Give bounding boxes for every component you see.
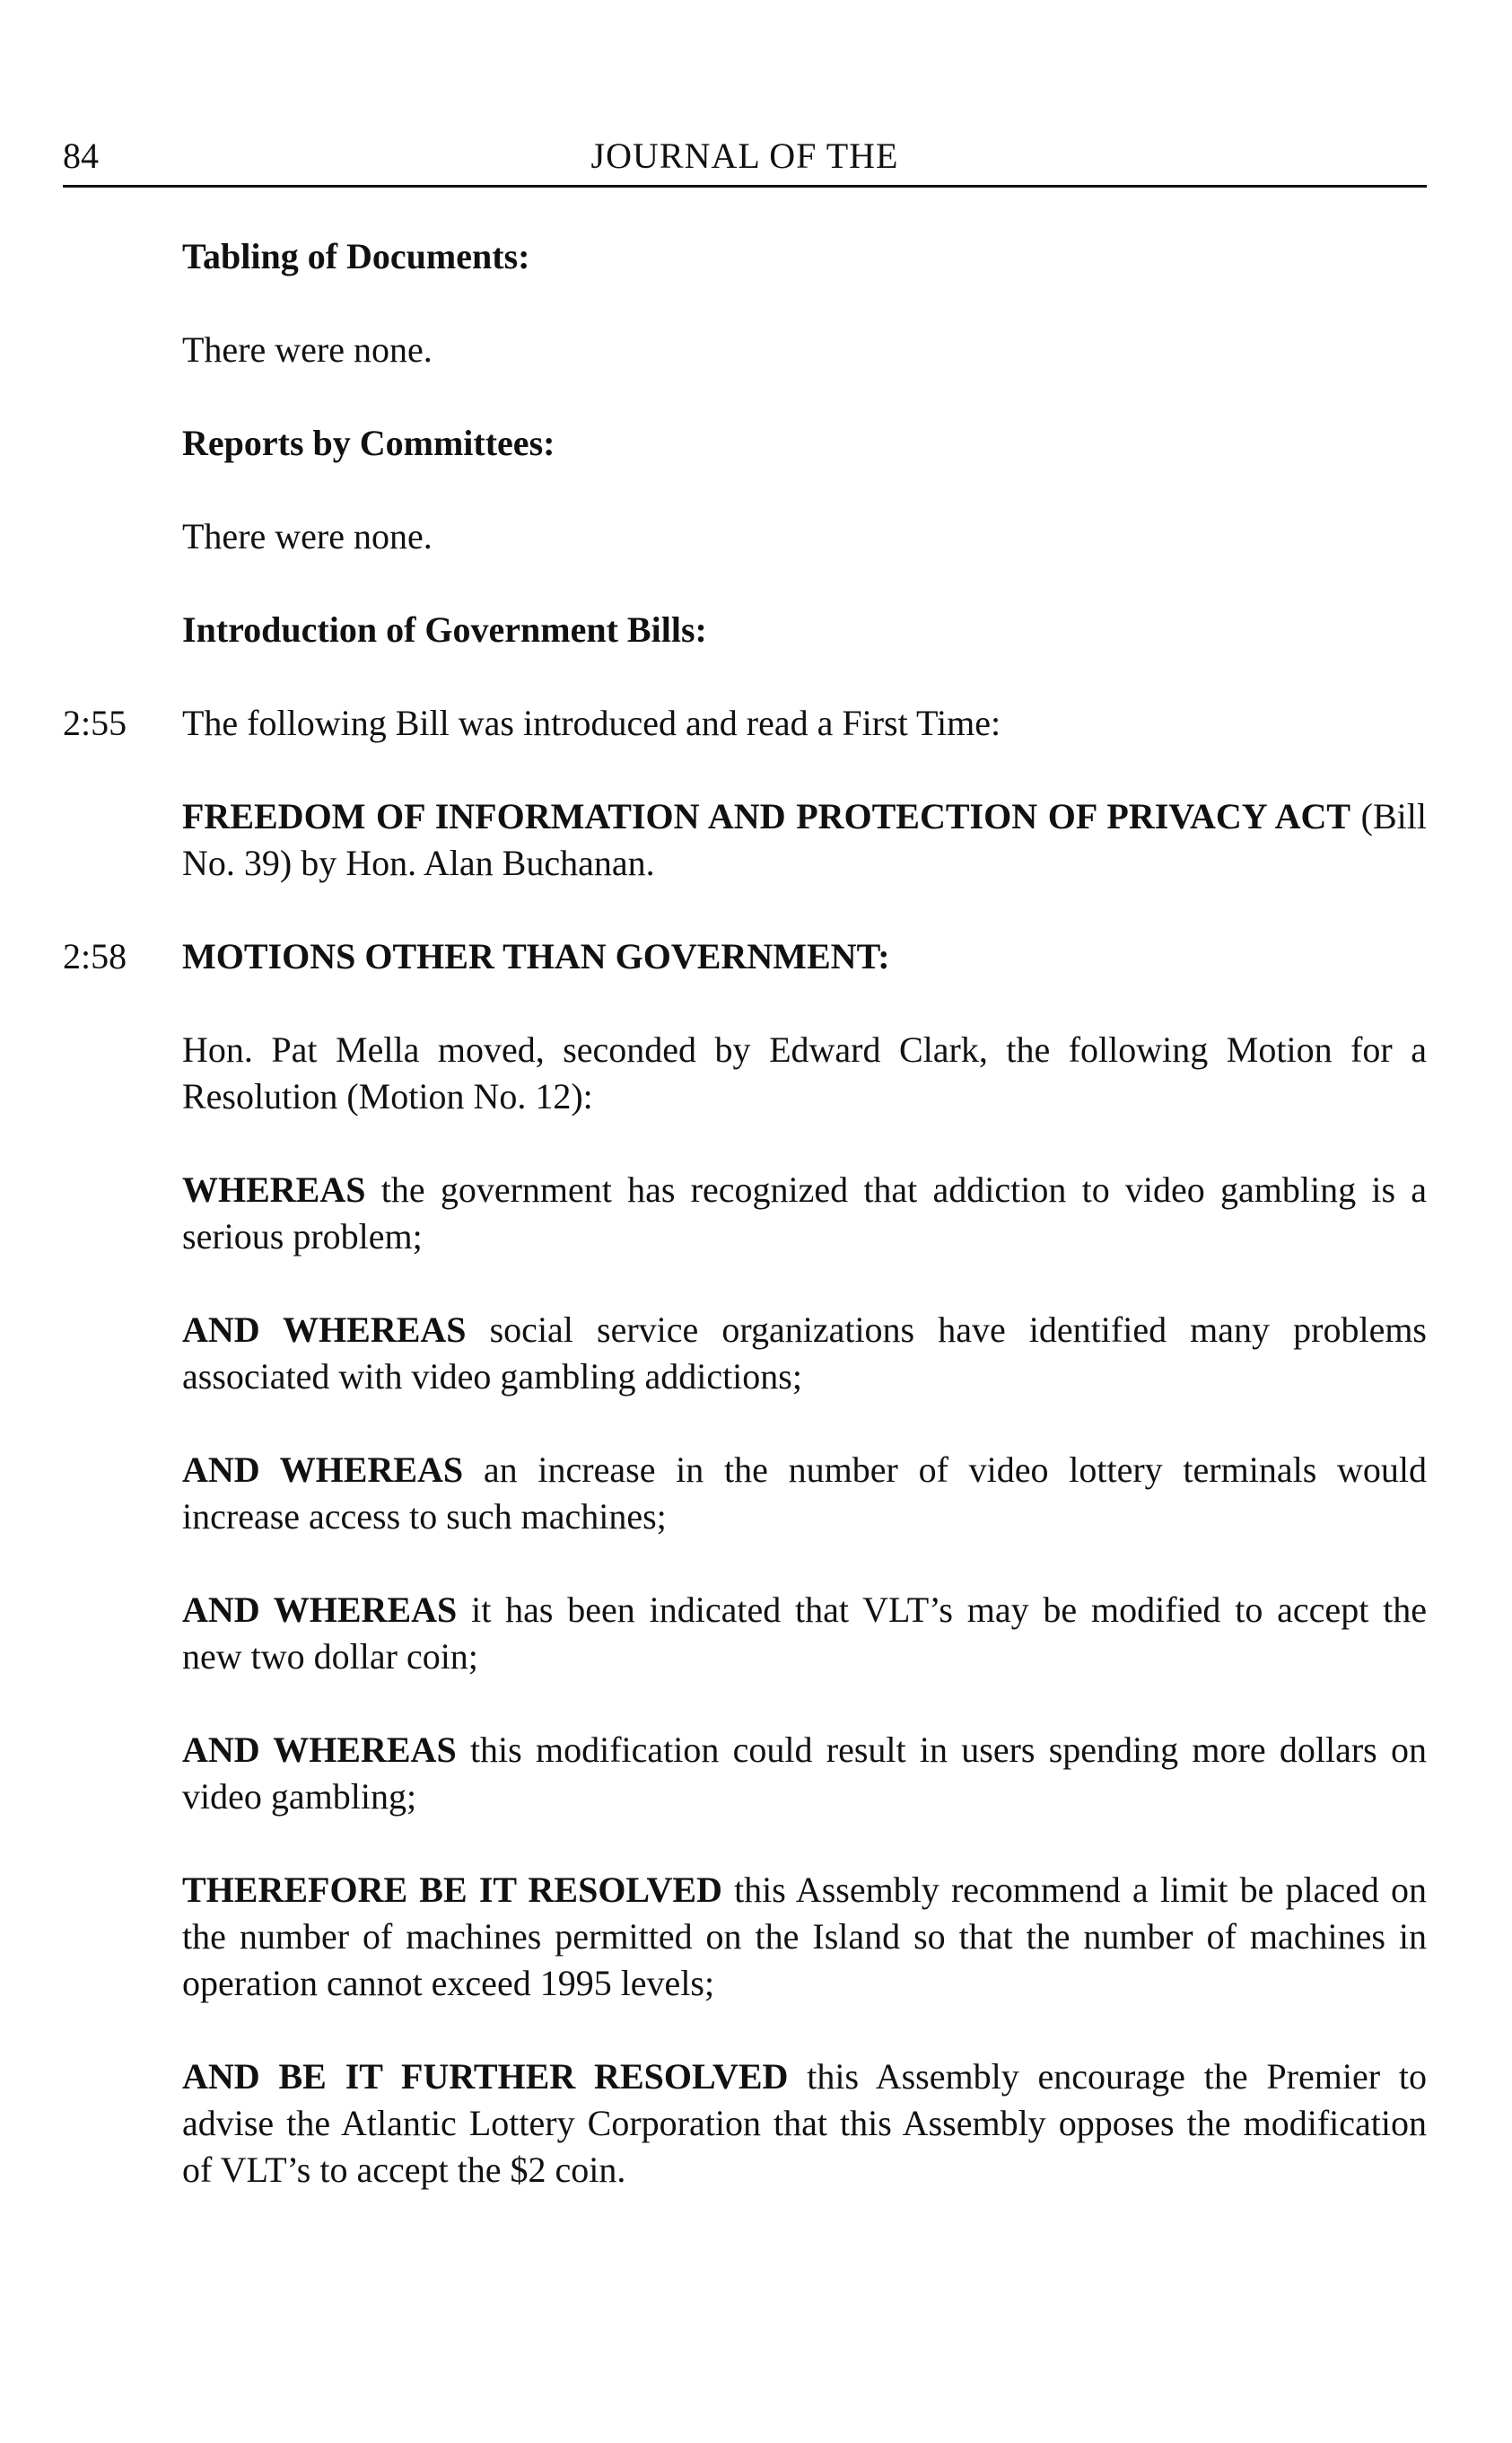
motion-intro: Hon. Pat Mella moved, seconded by Edward Clark, the following Motion for a Resolution (Motion No. 12): — [182, 1029, 1427, 1116]
resolution-clause — [182, 2053, 1427, 2193]
clause-text: it has been indicated that VLT’s may be modified to accept the new two dollar coin; — [182, 1589, 1427, 1677]
resolution-clause — [182, 1587, 1427, 1680]
clause-text: this modification could result in users spending more dollars on video gambling; — [182, 1729, 1427, 1817]
time-stamp: 2:55 — [63, 703, 127, 743]
clause-lead: AND BE IT FURTHER RESOLVED — [182, 2056, 789, 2097]
resolution-clause — [182, 1727, 1427, 1820]
clause-lead: THEREFORE BE IT RESOLVED — [182, 1869, 722, 1910]
clause-text: this Assembly encourage the Premier to advise the Atlantic Lottery Corporation that this Assembly opposes the modification of VLT’s to accept the $2 coin. — [182, 2056, 1428, 2190]
resolution-clause — [182, 1167, 1427, 1260]
time-stamp: 2:58 — [63, 936, 127, 976]
resolution-clause — [182, 1867, 1427, 2007]
page-number: 84 — [63, 136, 99, 176]
reports-text: There were none. — [182, 516, 433, 556]
bill-title: FREEDOM OF INFORMATION AND PROTECTION OF PRIVACY ACT — [182, 796, 1351, 836]
motions-heading: MOTIONS OTHER THAN GOVERNMENT: — [182, 936, 890, 976]
clause-lead: AND WHEREAS — [182, 1449, 464, 1490]
clause-text: this Assembly recommend a limit be placed on the number of machines permitted on the Island so that the number of machines in operation cannot exceed 1995 levels; — [182, 1869, 1428, 2003]
clause-lead: AND WHEREAS — [182, 1589, 458, 1630]
bill-intro-text: The following Bill was introduced and read a First Time: — [182, 703, 1001, 743]
clause-text: an increase in the number of video lottery terminals would increase access to such machines; — [182, 1449, 1428, 1537]
intro-bills-heading: Introduction of Government Bills: — [182, 609, 707, 650]
tabling-heading: Tabling of Documents: — [182, 236, 530, 276]
reports-heading: Reports by Committees: — [182, 423, 555, 463]
clause-text: the government has recognized that addiction to video gambling is a serious problem; — [182, 1169, 1427, 1257]
clause-lead: AND WHEREAS — [182, 1729, 457, 1770]
page-header — [63, 131, 1427, 188]
clause-lead: AND WHEREAS — [182, 1309, 467, 1350]
resolution-clause — [182, 1447, 1427, 1540]
tabling-text: There were none. — [182, 329, 433, 370]
journal-title: JOURNAL OF THE — [590, 136, 899, 176]
bill-details: (Bill No. 39) by Hon. Alan Buchanan. — [182, 796, 1427, 883]
resolution-clause — [182, 1307, 1427, 1400]
clause-text: social service organizations have identified many problems associated with video gambling addictions; — [182, 1309, 1427, 1397]
clause-lead: WHEREAS — [182, 1169, 366, 1210]
bill-entry — [182, 793, 1427, 887]
